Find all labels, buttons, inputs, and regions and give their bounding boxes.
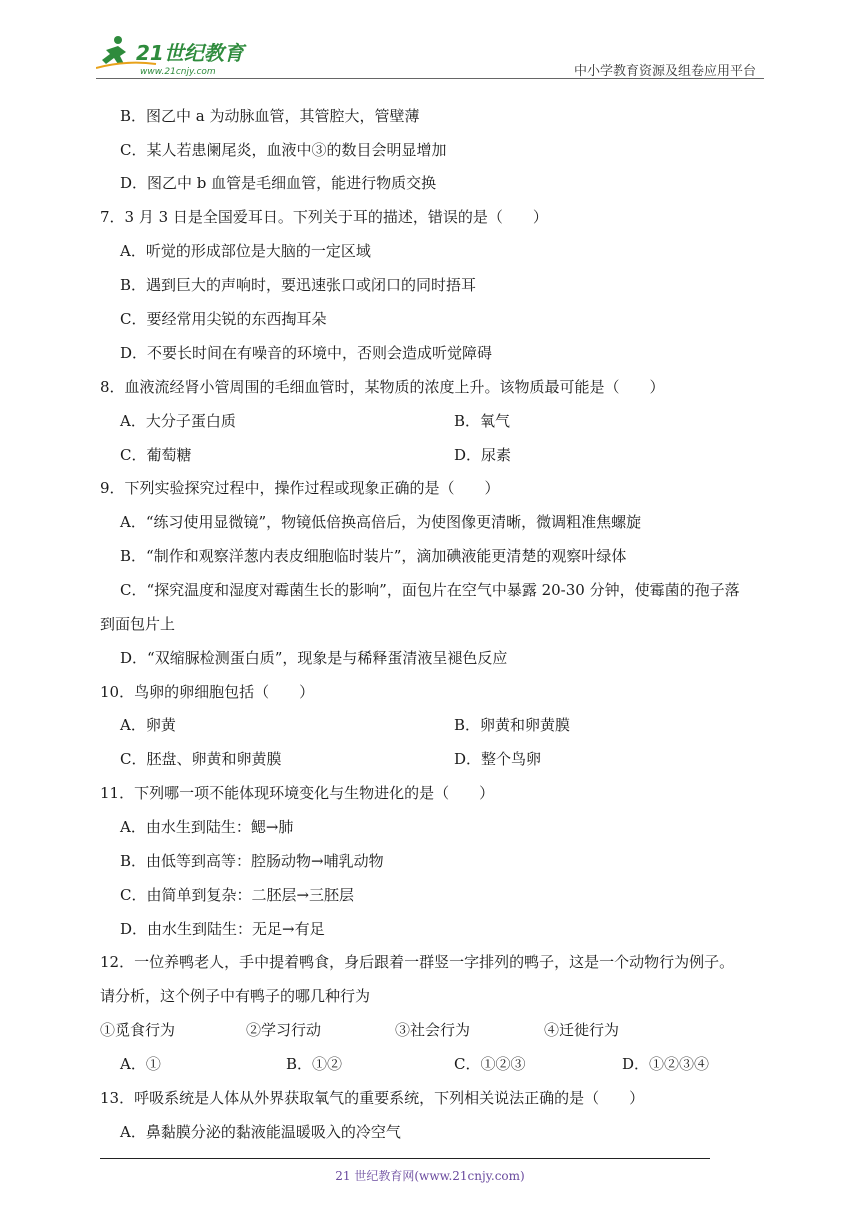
question-9: 9．下列实验探究过程中，操作过程或现象正确的是（ ） [100, 479, 500, 497]
option-line: A．“练习使用显微镜”，物镜低倍换高倍后，为使图像更清晰，微调粗准焦螺旋 [120, 513, 642, 531]
option-line: B．图乙中 a 为动脉血管，其管腔大，管壁薄 [120, 107, 420, 125]
option-line: C．胚盘、卵黄和卵黄膜 [120, 750, 282, 768]
option-line: A．① [120, 1055, 161, 1073]
option-line: B．①② [286, 1055, 343, 1073]
option-line: C．由简单到复杂：二胚层→三胚层 [120, 886, 355, 904]
page-header [0, 0, 860, 80]
option-line: C．①②③ [454, 1055, 526, 1073]
footer-text: 21 世纪教育网(www.21cnjy.com) [335, 1169, 525, 1183]
option-line: A．听觉的形成部位是大脑的一定区域 [120, 242, 371, 260]
option-line: A．由水生到陆生：鳃→肺 [120, 818, 294, 836]
behavior-item: ③社会行为 [395, 1021, 471, 1039]
question-7: 7．3 月 3 日是全国爱耳日。下列关于耳的描述，错误的是（ ） [100, 208, 548, 226]
behavior-item: ④迁徙行为 [544, 1021, 620, 1039]
option-line: C．某人若患阑尾炎，血液中③的数目会明显增加 [120, 141, 447, 159]
option-line: A．鼻黏膜分泌的黏液能温暖吸入的冷空气 [120, 1123, 401, 1141]
option-line: D．由水生到陆生：无足→有足 [120, 920, 325, 938]
option-line: A．卵黄 [120, 716, 176, 734]
question-12-continued: 请分析，这个例子中有鸭子的哪几种行为 [100, 987, 371, 1005]
option-line: D．整个鸟卵 [454, 750, 542, 768]
option-line: B．由低等到高等：腔肠动物→哺乳动物 [120, 852, 384, 870]
option-line: C．要经常用尖锐的东西掏耳朵 [120, 310, 327, 328]
logo-title: 21世纪教育 [136, 41, 244, 65]
option-line: B．遇到巨大的声响时，要迅速张口或闭口的同时捂耳 [120, 276, 477, 294]
option-line: C．葡萄糖 [120, 446, 192, 464]
site-logo [96, 34, 266, 78]
option-line: B．卵黄和卵黄膜 [454, 716, 571, 734]
option-line-continued: 到面包片上 [100, 615, 176, 633]
option-line: D．①②③④ [622, 1055, 710, 1073]
behavior-item: ①觅食行为 [100, 1021, 176, 1039]
option-line: D．图乙中 b 血管是毛细血管，能进行物质交换 [120, 174, 437, 192]
question-10: 10．鸟卵的卵细胞包括（ ） [100, 683, 315, 701]
header-divider [96, 78, 764, 79]
question-11: 11．下列哪一项不能体现环境变化与生物进化的是（ ） [100, 784, 495, 802]
option-line: C．“探究温度和湿度对霉菌生长的影响”，面包片在空气中暴露 20-30 分钟，使霉菌的孢子落 [120, 581, 740, 599]
platform-name: 中小学教育资源及组卷应用平台 [573, 64, 756, 79]
option-line: A．大分子蛋白质 [120, 412, 236, 430]
footer-divider [100, 1158, 710, 1159]
logo-url: www.21cnjy.com [140, 67, 216, 77]
option-line: D．“双缩脲检测蛋白质”，现象是与稀释蛋清液呈褪色反应 [120, 649, 508, 667]
option-line: B．氧气 [454, 412, 511, 430]
option-line: B．“制作和观察洋葱内表皮细胞临时装片”，滴加碘液能更清楚的观察叶绿体 [120, 547, 627, 565]
behavior-item: ②学习行动 [246, 1021, 322, 1039]
question-8: 8．血液流经肾小管周围的毛细血管时，某物质的浓度上升。该物质最可能是（ ） [100, 378, 665, 396]
option-line: D．不要长时间在有噪音的环境中，否则会造成听觉障碍 [120, 344, 493, 362]
option-line: D．尿素 [454, 446, 512, 464]
question-12: 12．一位养鸭老人，手中提着鸭食，身后跟着一群竖一字排列的鸭子，这是一个动物行为例子。 [100, 953, 735, 971]
question-13: 13．呼吸系统是人体从外界获取氧气的重要系统，下列相关说法正确的是（ ） [100, 1089, 645, 1107]
